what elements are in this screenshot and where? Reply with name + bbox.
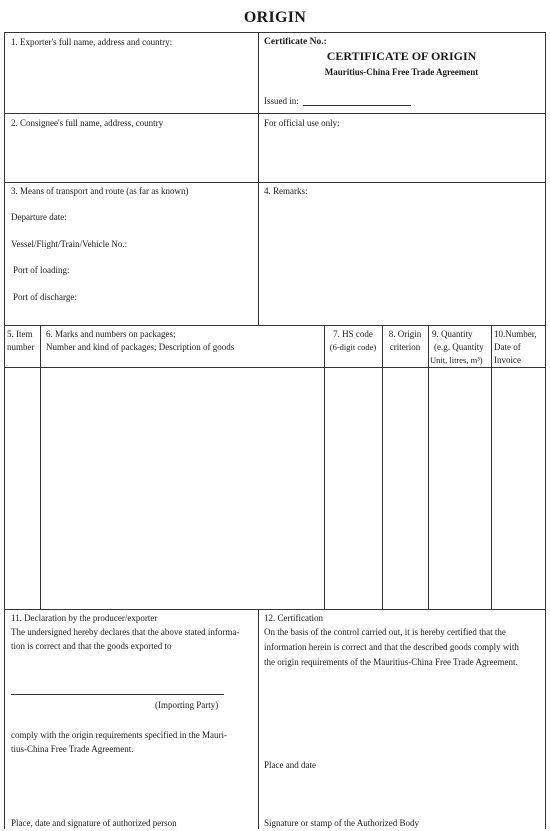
port-of-loading-label: Port of loading: bbox=[13, 265, 70, 275]
col10-header-line3: Invoice bbox=[494, 355, 521, 365]
origin-criterion-cell[interactable] bbox=[383, 368, 428, 609]
importing-party-label: (Importing Party) bbox=[155, 700, 219, 710]
declaration-text-line1: The undersigned hereby declares that the above stated informa- bbox=[11, 627, 240, 637]
vessel-label: Vessel/Flight/Train/Vehicle No.: bbox=[11, 239, 128, 249]
col9-header-line3: Unit, litres, m³) bbox=[430, 355, 483, 365]
divider-row1 bbox=[5, 113, 545, 114]
transport-label: 3. Means of transport and route (as far as known) bbox=[11, 186, 189, 196]
official-use-label: For official use only: bbox=[264, 118, 340, 128]
declaration-label: 11. Declaration by the producer/exporter bbox=[11, 613, 158, 623]
certificate-subheading: Mauritius-China Free Trade Agreement bbox=[324, 67, 479, 77]
remarks-label: 4. Remarks: bbox=[264, 186, 308, 196]
issued-in-label: Issued in: bbox=[264, 96, 299, 106]
goods-description-cell[interactable] bbox=[41, 368, 324, 609]
certificate-no-label: Certificate No.: bbox=[264, 37, 327, 47]
divider-bottom-vertical bbox=[258, 609, 259, 829]
certification-label: 12. Certification bbox=[264, 613, 323, 623]
col8-header-line2: criterion bbox=[389, 342, 421, 352]
invoice-cell[interactable] bbox=[492, 368, 545, 609]
quantity-cell[interactable] bbox=[429, 368, 491, 609]
col10-header-line2: Date of bbox=[494, 342, 521, 352]
exporter-label: 1. Exporter's full name, address and country: bbox=[11, 37, 173, 47]
divider-row3 bbox=[5, 325, 545, 326]
port-of-discharge-label: Port of discharge: bbox=[13, 292, 77, 302]
certificate-form bbox=[4, 32, 546, 829]
departure-date-label: Departure date: bbox=[11, 212, 67, 222]
col7-header-line2: (6-digit code) bbox=[329, 342, 377, 352]
place-and-date-label: Place and date bbox=[264, 760, 316, 770]
col9-header-line2: (e.g. Quantity bbox=[434, 342, 484, 352]
page-title: ORIGIN bbox=[243, 9, 307, 26]
col6-header-line1: 6. Marks and numbers on packages; bbox=[46, 329, 176, 339]
col5-header-line2: number bbox=[7, 342, 35, 352]
col5-header-line1: 5. Item bbox=[7, 329, 33, 339]
certification-text-line1: On the basis of the control carried out, it is hereby certified that the bbox=[264, 627, 506, 637]
col8-header-line1: 8. Origin bbox=[388, 329, 422, 339]
consignee-label: 2. Consignee's full name, address, country bbox=[11, 118, 164, 128]
col6-header-line2: Number and kind of packages; Description of goods bbox=[46, 342, 235, 352]
hs-code-cell[interactable] bbox=[325, 368, 382, 609]
certification-text-line3: the origin requirements of the Mauritius-China Free Trade Agreement. bbox=[264, 657, 518, 667]
certification-text-line2: information herein is correct and that the described goods comply with bbox=[264, 642, 519, 652]
certificate-heading: CERTIFICATE OF ORIGIN bbox=[326, 49, 477, 63]
issued-in-field[interactable] bbox=[303, 105, 411, 106]
declaration-text-line3: comply with the origin requirements specified in the Mauri- bbox=[11, 730, 227, 740]
item-number-cell[interactable] bbox=[5, 368, 40, 609]
divider-goods-bottom bbox=[5, 609, 545, 610]
col10-header-line1: 10.Number, bbox=[494, 329, 537, 339]
importing-party-field[interactable] bbox=[11, 694, 224, 695]
col7-header-line1: 7. HS code bbox=[333, 329, 373, 339]
declaration-text-line4: tius-China Free Trade Agreement. bbox=[11, 744, 134, 754]
authorized-signature-label: Place, date and signature of authorized person bbox=[11, 818, 177, 828]
divider-row2 bbox=[5, 182, 545, 183]
declaration-text-line2: tion is correct and that the goods exported to bbox=[11, 641, 172, 651]
authorized-body-stamp-label: Signature or stamp of the Authorized Body bbox=[264, 818, 419, 828]
col9-header-line1: 9. Quantity bbox=[432, 329, 473, 339]
